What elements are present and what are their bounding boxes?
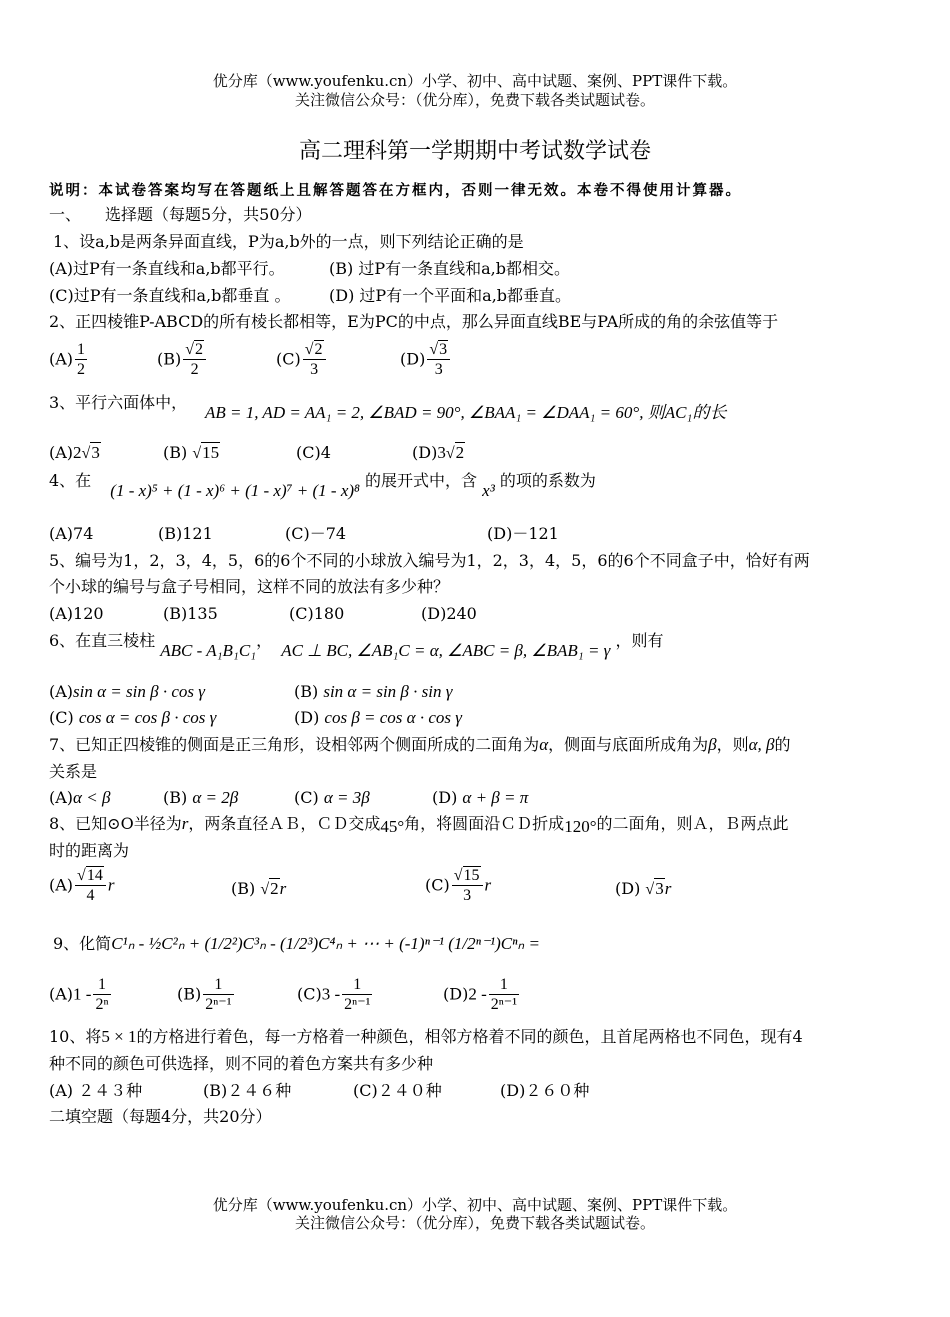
q8-option-d: (D) √3r — [615, 879, 672, 898]
q6-option-b: (B) sin α = sin β · sin γ — [294, 682, 453, 701]
q2-option-d: (D) $\frac{√3}{3}$ — [400, 340, 452, 386]
q1-option-b: (B) 过P有一条直线和a,b都相交。 — [329, 259, 570, 278]
q6-option-d: (D) cos β = cos α · cos γ — [294, 708, 462, 727]
q6-option-c: (C) cos α = cos β · cos γ — [49, 708, 217, 727]
q7-option-b: (B) α = 2β — [163, 788, 239, 807]
q5-option-c: (C)180 — [289, 604, 345, 623]
q3-option-c: (C)4 — [296, 443, 331, 462]
q7-stem-line1: 7、已知正四棱锥的侧面是正三角形，设相邻两个侧面所成的二面角为α，侧面与底面所成角为β，则α, β的 — [49, 735, 791, 754]
q5-stem-line1: 5、编号为1，2，3，4，5，6的6个不同的小球放入编号为1，2，3，4，5，6的6个不同盒子中，恰好有两 — [49, 551, 810, 570]
footer-watermark-line1: 优分库（www.youfenku.cn）小学、初中、高中试题、案例、PPT课件下载。 — [212, 1196, 738, 1214]
q8-option-c: (C) $\frac{√15}{3}$ r — [425, 867, 492, 904]
footer-watermark-line2: 关注微信公众号：（优分库），免费下载各类试题试卷。 — [294, 1214, 655, 1232]
q7-option-d: (D) α + β = π — [432, 788, 529, 807]
q2-option-b: (B) $\frac{√2}{2}$ — [157, 340, 208, 386]
q1-option-d: (D) 过P有一个平面和a,b都垂直。 — [329, 286, 572, 305]
q6-prism: ABC - A₁B₁C₁ — [160, 641, 257, 660]
q4-expression: (1 - x)⁵ + (1 - x)⁶ + (1 - x)⁷ + (1 - x)⁸ — [110, 481, 360, 500]
q4-option-c: (C)－74 — [285, 524, 347, 543]
q4-option-a: (A)74 — [49, 524, 94, 543]
q4-option-d: (D)－121 — [487, 524, 559, 543]
q4-option-b: (B)121 — [158, 524, 213, 543]
q3-option-a: (A)2√3 — [49, 443, 100, 462]
q9-option-c: (C)3 - $\frac{1}{\text{2ⁿ⁻¹}}$ — [297, 976, 371, 1013]
watermark-line2: 关注微信公众号：（优分库），免费下载各类试题试卷。 — [294, 91, 655, 109]
q10-stem-line1: 10、将5 × 1的方格进行着色，每一方格着一种颜色，相邻方格着不同的颜色，且首尾两格也不同色，现有4 — [49, 1027, 803, 1046]
q10-stem-line2: 种不同的颜色可供选择，则不同的着色方案共有多少种 — [49, 1054, 434, 1073]
instructions: 说明：本试卷答案均写在答题纸上且解答题答在方框内，否则一律无效。本卷不得使用计算器。 — [49, 183, 742, 199]
q1-stem: 1、设a,b是两条异面直线，P为a,b外的一点，则下列结论正确的是 — [53, 232, 524, 251]
q1-option-a: (A)过P有一条直线和a,b都平行。 — [49, 259, 285, 278]
q9-option-d: (D)2 - $\frac{1}{\text{2ⁿ⁻¹}}$ — [443, 976, 518, 1013]
q7-stem-line2: 关系是 — [49, 762, 98, 781]
page-title: 高二理科第一学期期中考试数学试卷 — [298, 139, 651, 164]
q4-stem: 4、在 (1 - x)⁵ + (1 - x)⁶ + (1 - x)⁷ + (1 - x)⁸ 的展开式中，含 x³ 的项的系数为 — [49, 471, 596, 500]
q2-option-a: (A) $\frac{1}{2}$ — [49, 341, 86, 378]
q7-option-a: (A)α < β — [49, 788, 111, 807]
q3-condition: AB = 1, AD = AA₁ = 2, ∠BAD = 90°, ∠BAA₁ = ∠DAA₁ = 60°, 则AC₁的长 — [205, 403, 727, 422]
section-heading-choice: 一、 选择题（每题5分，共50分） — [49, 205, 312, 224]
q5-option-b: (B)135 — [163, 604, 218, 623]
q10-option-b: (B)２４６种 — [203, 1081, 292, 1100]
q6-stem: 6、在直三棱柱 ABC - A₁B₁C₁， AC ⊥ BC, ∠AB₁C = α, ∠ABC = β, ∠BAB₁ = γ ，则有 — [49, 631, 664, 660]
q5-option-d: (D)240 — [421, 604, 477, 623]
q7-option-c: (C) α = 3β — [294, 788, 370, 807]
q8-option-a: (A) $\frac{√14}{4}$ r — [49, 867, 115, 904]
q5-stem-line2: 个小球的编号与盒子号相同，这样不同的放法有多少种？ — [49, 577, 450, 596]
q6-option-a: (A)sin α = sin β · cos γ — [49, 682, 205, 701]
q2-option-c: (C) $\frac{√2}{3}$ — [276, 340, 328, 386]
q3-stem: 3、平行六面体中， — [49, 393, 188, 412]
q3-option-b: (B) √15 — [163, 443, 220, 462]
q9-option-a: (A)1 - $\frac{1}{\text{2ⁿ}}$ — [49, 976, 109, 1013]
q10-option-c: (C)２４０种 — [353, 1081, 442, 1100]
q8-option-b: (B) √2r — [231, 879, 287, 898]
q6-condition: AC ⊥ BC, ∠AB₁C = α, ∠ABC = β, ∠BAB₁ = γ — [281, 641, 611, 660]
q8-stem-line1: 8、已知⊙O半径为r，两条直径ＡＢ，ＣＤ交成45°角，将圆面沿ＣＤ折成120°的二面角，则Ａ，Ｂ两点此 — [49, 814, 789, 836]
q3-option-d: (D)3√2 — [412, 443, 465, 462]
q5-option-a: (A)120 — [49, 604, 104, 623]
q10-option-a: (A) ２４３种 — [49, 1081, 143, 1100]
watermark-line1: 优分库（www.youfenku.cn）小学、初中、高中试题、案例、PPT课件下载。 — [212, 72, 738, 90]
q9-stem: 9、化简C¹ₙ - ½C²ₙ + (1/2²)C³ₙ - (1/2³)C⁴ₙ + ⋯ + (-1)ⁿ⁻¹ (1/2ⁿ⁻¹)Cⁿₙ = — [53, 934, 540, 953]
q1-option-c: (C)过P有一条直线和a,b都垂直 。 — [49, 286, 291, 305]
q9-expression: C¹ₙ - ½C²ₙ + (1/2²)C³ₙ - (1/2³)C⁴ₙ + ⋯ + (-1)ⁿ⁻¹ (1/2ⁿ⁻¹)Cⁿₙ = — [111, 934, 540, 953]
q10-option-d: (D)２６０种 — [500, 1081, 590, 1100]
q8-stem-line2: 时的距离为 — [49, 841, 130, 860]
section-heading-fill: 二填空题（每题4分，共20分） — [49, 1107, 272, 1126]
q4-term: x³ — [482, 481, 495, 500]
q2-stem: 2、正四棱锥P-ABCD的所有棱长都相等，E为PC的中点，那么异面直线BE与PA所成的角的余弦值等于 — [49, 312, 779, 331]
q9-option-b: (B) $\frac{1}{\text{2ⁿ⁻¹}}$ — [177, 976, 232, 1013]
